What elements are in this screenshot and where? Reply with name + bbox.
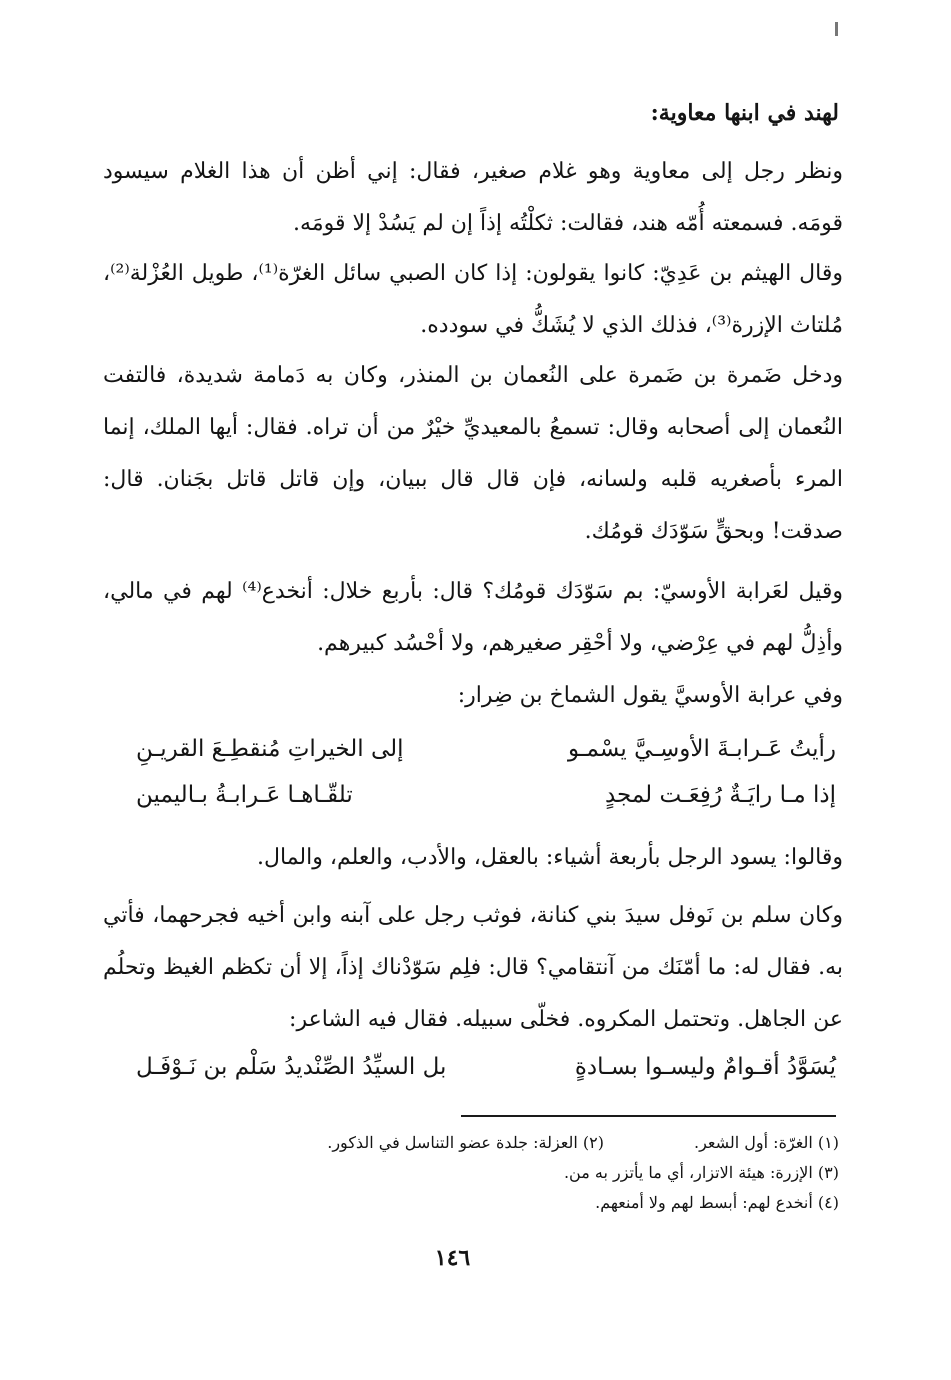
footnotes bbox=[139, 1128, 839, 1218]
paragraph-haytham: وقال الهيثم بن عَدِيّ: كانوا يقولون: إذا كان الصبي سائل الغرّة⁽¹⁾، طويل العُزْلة⁽²⁾، مُلتاث الإزرة⁽³⁾، فذلك الذي لا يُشَكُّ في سودده. bbox=[103, 261, 843, 338]
verse-first-hemistich: رأيتُ عَـرابـةَ الأوسِـيَّ يسْمـو bbox=[567, 736, 836, 762]
paragraph-salm: وكان سلم بن نَوفل سيدَ بني كنانة، فوثب رجل على آبنه وابن أخيه فجرحهما، فأتي به. فقال له: ما أمّنَك من آنتقامي؟ قال: فلِم سَوّدْناك إذاً، إلا أن تكظم الغيظ وتحلُم عن الجاهل. وتحتمل المكروه. فخلّى سبيله. فقال فيه الشاعر: bbox=[103, 903, 843, 1032]
paragraph-damra: ودخل ضَمرة بن ضَمرة على النُعمان بن المنذر، وكان به دَمامة شديدة، فالتفت النُعمان إلى أصحابه وقال: تسمعُ بالمعيديِّ خيْرٌ من أن تراه. فقال: أيها الملك، إنما المرء بأصغريه قلبه ولسانه، فإن قال قال ببيان، وإن قاتل قاتل بجَنان. قال: صدقت! وبحقٍّ سَوّدَك قومُك. bbox=[103, 363, 843, 544]
footnote-4: (٤) أنخدع لهم: أبسط لهم ولا أمنعهم. bbox=[595, 1193, 839, 1212]
verse-line bbox=[136, 1046, 836, 1088]
section-heading: لهند في ابنها معاوية: bbox=[650, 100, 839, 126]
footnote-row bbox=[139, 1128, 839, 1158]
footnote-3: (٣) الإزرة: هيئة الاتزار، أي ما يأتزر به من. bbox=[563, 1163, 839, 1182]
verse-second-hemistich: إلى الخيراتِ مُنقطِـعَ القريـنِ bbox=[136, 736, 404, 762]
footnote-row bbox=[139, 1188, 839, 1218]
verse-second-hemistich: تلقّـاهـا عَـرابـةُ بـاليمين bbox=[136, 782, 353, 808]
paragraph-muawiya: ونظر رجل إلى معاوية وهو غلام صغير، فقال: إني أظن أن هذا الغلام سيسود قومَه. فسمعته أُمّه هند، فقالت: ثكلْتُه إذاً إن لم يَسُدْ إلا قومَه. bbox=[103, 159, 843, 236]
paragraph-shammakh-intro: وفي عرابة الأوسيَّ يقول الشماخ بن ضِرار: bbox=[457, 683, 843, 708]
page-number: ١٤٦ bbox=[434, 1245, 471, 1271]
paragraph-araba: وقيل لعَرابة الأوسيّ: بم سَوّدَك قومُك؟ قال: بأربع خلال: أنخدع⁽⁴⁾ لهم في مالي، وأذِلُّ لهم في عِرْضي، ولا أحْقِر صغيرهم، ولا أحْسُد كبيرهم. bbox=[103, 579, 843, 656]
verse-first-hemistich: إذا مـا رايَـةٌ رُفِعَـت لمجدٍ bbox=[604, 782, 836, 808]
verse-line bbox=[136, 774, 836, 816]
footnote-row bbox=[139, 1158, 839, 1188]
footnote-2: (٢) العزلة: جلدة عضو التناسل في الذكور. bbox=[327, 1133, 604, 1152]
verse-first-hemistich: يُسَوَّدُ أقـوامٌ وليسـوا بسـادةٍ bbox=[574, 1054, 836, 1080]
paragraph-four-things: وقالوا: يسود الرجل بأربعة أشياء: بالعقل، والأدب، والعلم، والمال. bbox=[257, 845, 843, 870]
footnote-1: (١) الغرّة: أول الشعر. bbox=[693, 1133, 839, 1152]
footnote-divider bbox=[461, 1115, 836, 1117]
verse-line bbox=[136, 728, 836, 770]
scan-mark bbox=[835, 22, 838, 36]
verse-second-hemistich: بل السيِّدُ الصِّنْديدُ سَلْم بن نَـوْفَـل bbox=[136, 1054, 447, 1080]
